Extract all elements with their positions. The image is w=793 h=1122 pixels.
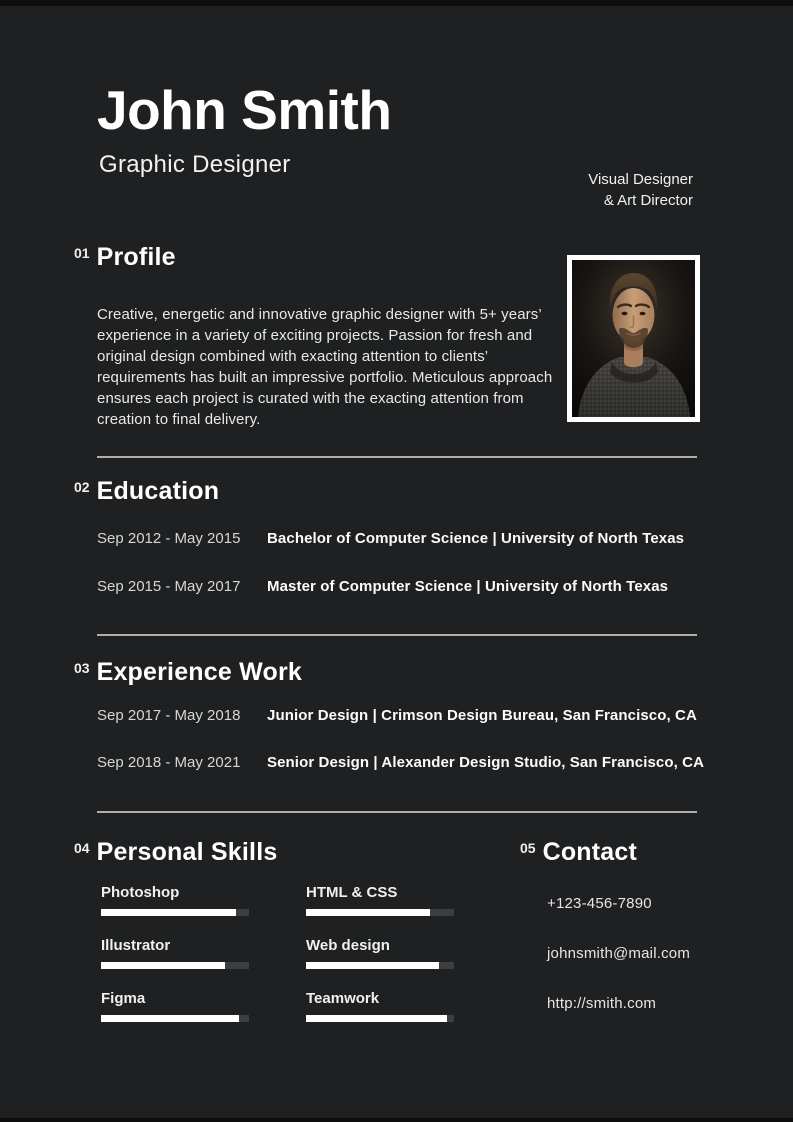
skill-item <box>101 990 249 1022</box>
entry-period: Sep 2015 - May 2017 <box>97 578 241 595</box>
portrait-illustration <box>572 260 695 417</box>
contact-website[interactable]: http://smith.com <box>547 995 657 1012</box>
role-line-1: Visual Designer <box>588 171 693 188</box>
profile-text: Creative, energetic and innovative graphic designer with 5+ years’ experience in a variety of exciting projects. Passion for fresh and original design combined with exacting attention to clients’ requirements has built an impressive portfolio. Meticulous approach ensures each project is curated with the exacting attention from creation to final delivery. <box>97 306 553 428</box>
skill-item <box>306 937 454 969</box>
skill-bar-fill <box>306 962 439 969</box>
skill-bar-track <box>101 962 249 969</box>
skill-label: HTML & CSS <box>306 884 398 901</box>
section-number: 02 <box>74 479 90 495</box>
education-entry <box>97 530 684 548</box>
skills-grid <box>101 884 454 1022</box>
skill-label: Figma <box>101 990 146 1007</box>
skill-label: Illustrator <box>101 937 171 954</box>
skill-bar-fill <box>306 909 430 916</box>
skill-bar-track <box>306 962 454 969</box>
entry-period: Sep 2017 - May 2018 <box>97 707 241 724</box>
contact-phone: +123-456-7890 <box>547 895 652 912</box>
divider <box>97 634 697 636</box>
skill-label: Photoshop <box>101 884 180 901</box>
experience-entry <box>97 707 697 725</box>
entry-detail: Senior Design | Alexander Design Studio, San Francisco, CA <box>267 754 705 771</box>
page-edge-top <box>0 0 793 6</box>
entry-detail: Master of Computer Science | University of North Texas <box>267 578 669 595</box>
section-title: Profile <box>96 243 176 271</box>
section-title: Personal Skills <box>96 838 278 866</box>
skill-item <box>306 884 454 916</box>
section-skills-heading <box>74 840 277 865</box>
skill-bar-fill <box>306 1015 447 1022</box>
entry-period: Sep 2012 - May 2015 <box>97 530 241 547</box>
education-entry <box>97 578 668 596</box>
divider <box>97 811 697 813</box>
page-edge-bottom <box>0 1118 793 1122</box>
section-number: 05 <box>520 840 536 856</box>
section-title: Experience Work <box>96 658 302 686</box>
contact-list <box>547 894 690 1044</box>
role-line-2: & Art Director <box>603 191 693 209</box>
entry-period: Sep 2018 - May 2021 <box>97 754 241 771</box>
entry-detail: Bachelor of Computer Science | University of North Texas <box>267 530 685 547</box>
section-profile-heading <box>74 245 176 270</box>
skill-bar-track <box>101 909 249 916</box>
skill-bar-fill <box>101 909 236 916</box>
skill-label: Web design <box>306 937 390 954</box>
skill-bar-track <box>306 909 454 916</box>
section-education-heading <box>74 479 219 504</box>
section-number: 03 <box>74 660 90 676</box>
skill-bar-fill <box>101 1015 239 1022</box>
skill-item <box>306 990 454 1022</box>
skill-bar-track <box>306 1015 454 1022</box>
section-number: 01 <box>74 245 90 261</box>
skill-item <box>101 937 249 969</box>
skill-item <box>101 884 249 916</box>
skill-bar-fill <box>101 962 225 969</box>
person-name: John Smith <box>97 79 392 141</box>
contact-email[interactable]: johnsmith@mail.com <box>547 945 691 962</box>
skill-bar-track <box>101 1015 249 1022</box>
section-experience-heading <box>74 660 302 685</box>
section-number: 04 <box>74 840 90 856</box>
divider <box>97 456 697 458</box>
section-title: Contact <box>542 838 638 866</box>
section-contact-heading <box>520 840 637 865</box>
profile-photo <box>567 255 700 422</box>
skill-label: Teamwork <box>306 990 380 1007</box>
person-title: Graphic Designer <box>99 151 291 178</box>
section-title: Education <box>96 477 220 505</box>
experience-entry <box>97 754 704 772</box>
role-tag <box>588 170 693 211</box>
entry-detail: Junior Design | Crimson Design Bureau, San Francisco, CA <box>267 707 697 724</box>
